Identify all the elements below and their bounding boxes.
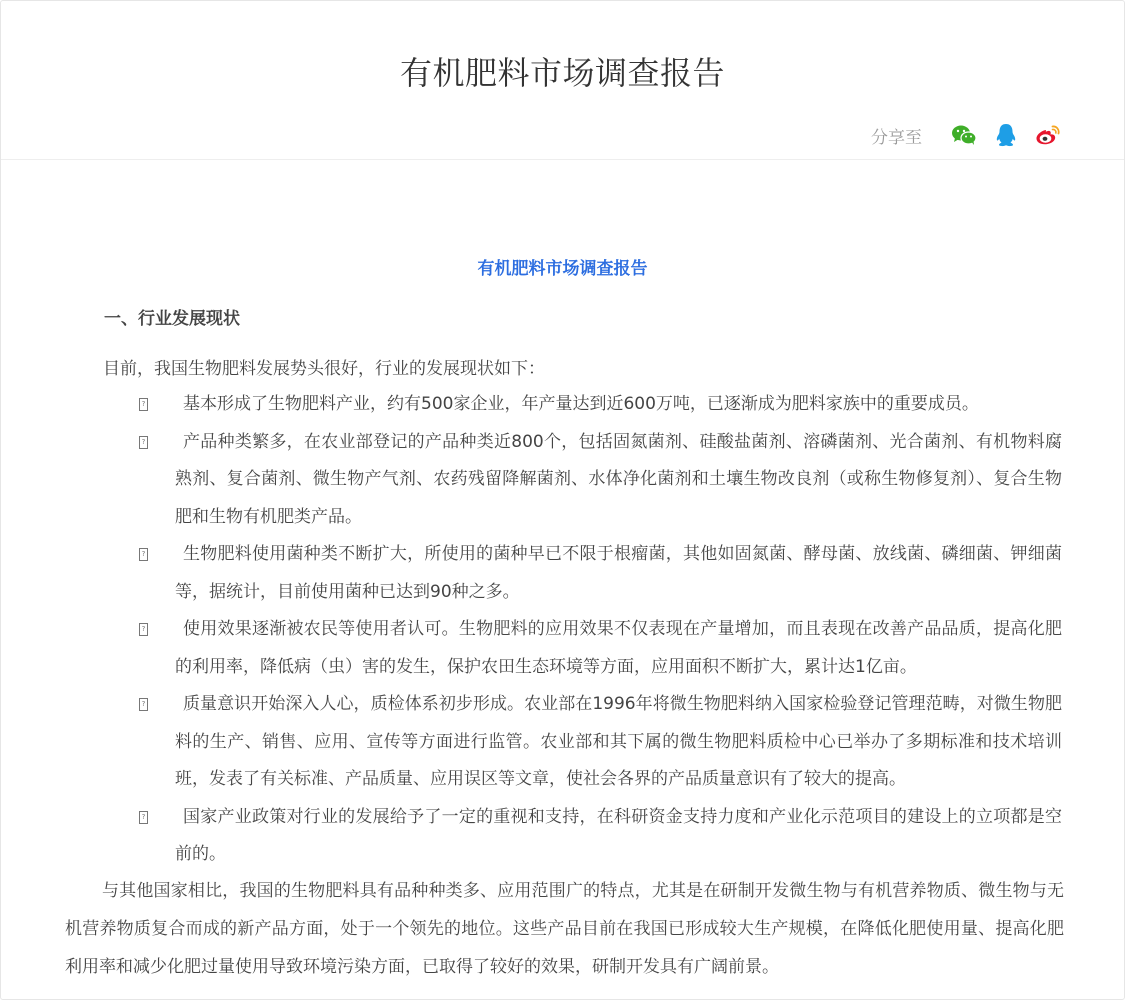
qq-icon bbox=[995, 123, 1017, 147]
share-label: 分享至 bbox=[871, 127, 922, 148]
list-item bbox=[1, 686, 1124, 799]
list-item bbox=[1, 799, 1124, 874]
list-item bbox=[1, 611, 1124, 686]
list-item-text: 产品种类繁多，在农业部登记的产品种类近800个，包括固氮菌剂、硅酸盐菌剂、溶磷菌剂、光合菌剂、有机物料腐熟剂、复合菌剂、微生物产气剂、农药残留降解菌剂、水体净化菌剂和土壤生物改良剂（或称生物修复剂）、复合生物肥和生物有机肥类产品。 bbox=[175, 431, 1062, 527]
page-title: 有机肥料市场调查报告 bbox=[399, 54, 725, 92]
list-item-text: 使用效果逐渐被农民等使用者认可。生物肥料的应用效果不仅表现在产量增加，而且表现在改善产品品质，提高化肥的利用率，降低病（虫）害的发生，保护农田生态环境等方面，应用面积不断扩大，累计达1亿亩。 bbox=[175, 619, 1062, 677]
bullet-icon: ? bbox=[139, 548, 148, 561]
page-header bbox=[1, 1, 1124, 160]
section-heading: 一、行业发展现状 bbox=[104, 309, 240, 329]
list-item bbox=[1, 386, 1124, 424]
bullet-icon: ? bbox=[139, 436, 148, 449]
weibo-icon bbox=[1035, 124, 1061, 146]
bullet-icon: ? bbox=[139, 811, 148, 824]
list-item-text: 生物肥料使用菌种类不断扩大，所使用的菌种早已不限于根瘤菌，其他如固氮菌、酵母菌、放线菌、磷细菌、钾细菌等，据统计，目前使用菌种已达到90种之多。 bbox=[175, 544, 1062, 602]
weibo-share-button[interactable] bbox=[1034, 121, 1062, 149]
share-bar bbox=[871, 121, 1062, 149]
qq-share-button[interactable] bbox=[992, 121, 1020, 149]
wechat-icon bbox=[951, 124, 977, 146]
list-item-text: 质量意识开始深入人心，质检体系初步形成。农业部在1996年将微生物肥料纳入国家检验登记管理范畴，对微生物肥料的生产、销售、应用、宣传等方面进行监管。农业部和其下属的微生物肥料质检中心已举办了多期标准和技术培训班，发表了有关标准、产品质量、应用误区等文章，使社会各界的产品质量意识有了较大的提高。 bbox=[175, 694, 1062, 789]
bullet-icon: ? bbox=[139, 398, 148, 411]
bullet-list bbox=[1, 386, 1124, 874]
bullet-icon: ? bbox=[139, 698, 148, 711]
list-item-text: 国家产业政策对行业的发展给予了一定的重视和支持，在科研资金支持力度和产业化示范项目的建设上的立项都是空前的。 bbox=[175, 806, 1062, 864]
list-item bbox=[1, 536, 1124, 611]
list-item-text: 基本形成了生物肥料产业，约有500家企业，年产量达到近600万吨，已逐渐成为肥料家族中的重要成员。 bbox=[183, 394, 979, 414]
wechat-share-button[interactable] bbox=[950, 121, 978, 149]
list-item bbox=[1, 424, 1124, 537]
intro-paragraph: 目前，我国生物肥料发展势头很好，行业的发展现状如下： bbox=[103, 359, 545, 379]
article-title: 有机肥料市场调查报告 bbox=[477, 259, 648, 279]
bullet-icon: ? bbox=[139, 623, 148, 636]
closing-paragraph: 与其他国家相比，我国的生物肥料具有品种种类多、应用范围广的特点，尤其是在研制开发微生物与有机营养物质、微生物与无机营养物质复合而成的新产品方面，处于一个领先的地位。这些产品目前在我国已形成较大生产规模，在降低化肥使用量、提高化肥利用率和减少化肥过量使用导致环境污染方面，已取得了较好的效果，研制开发具有广阔前景。 bbox=[65, 881, 1064, 977]
